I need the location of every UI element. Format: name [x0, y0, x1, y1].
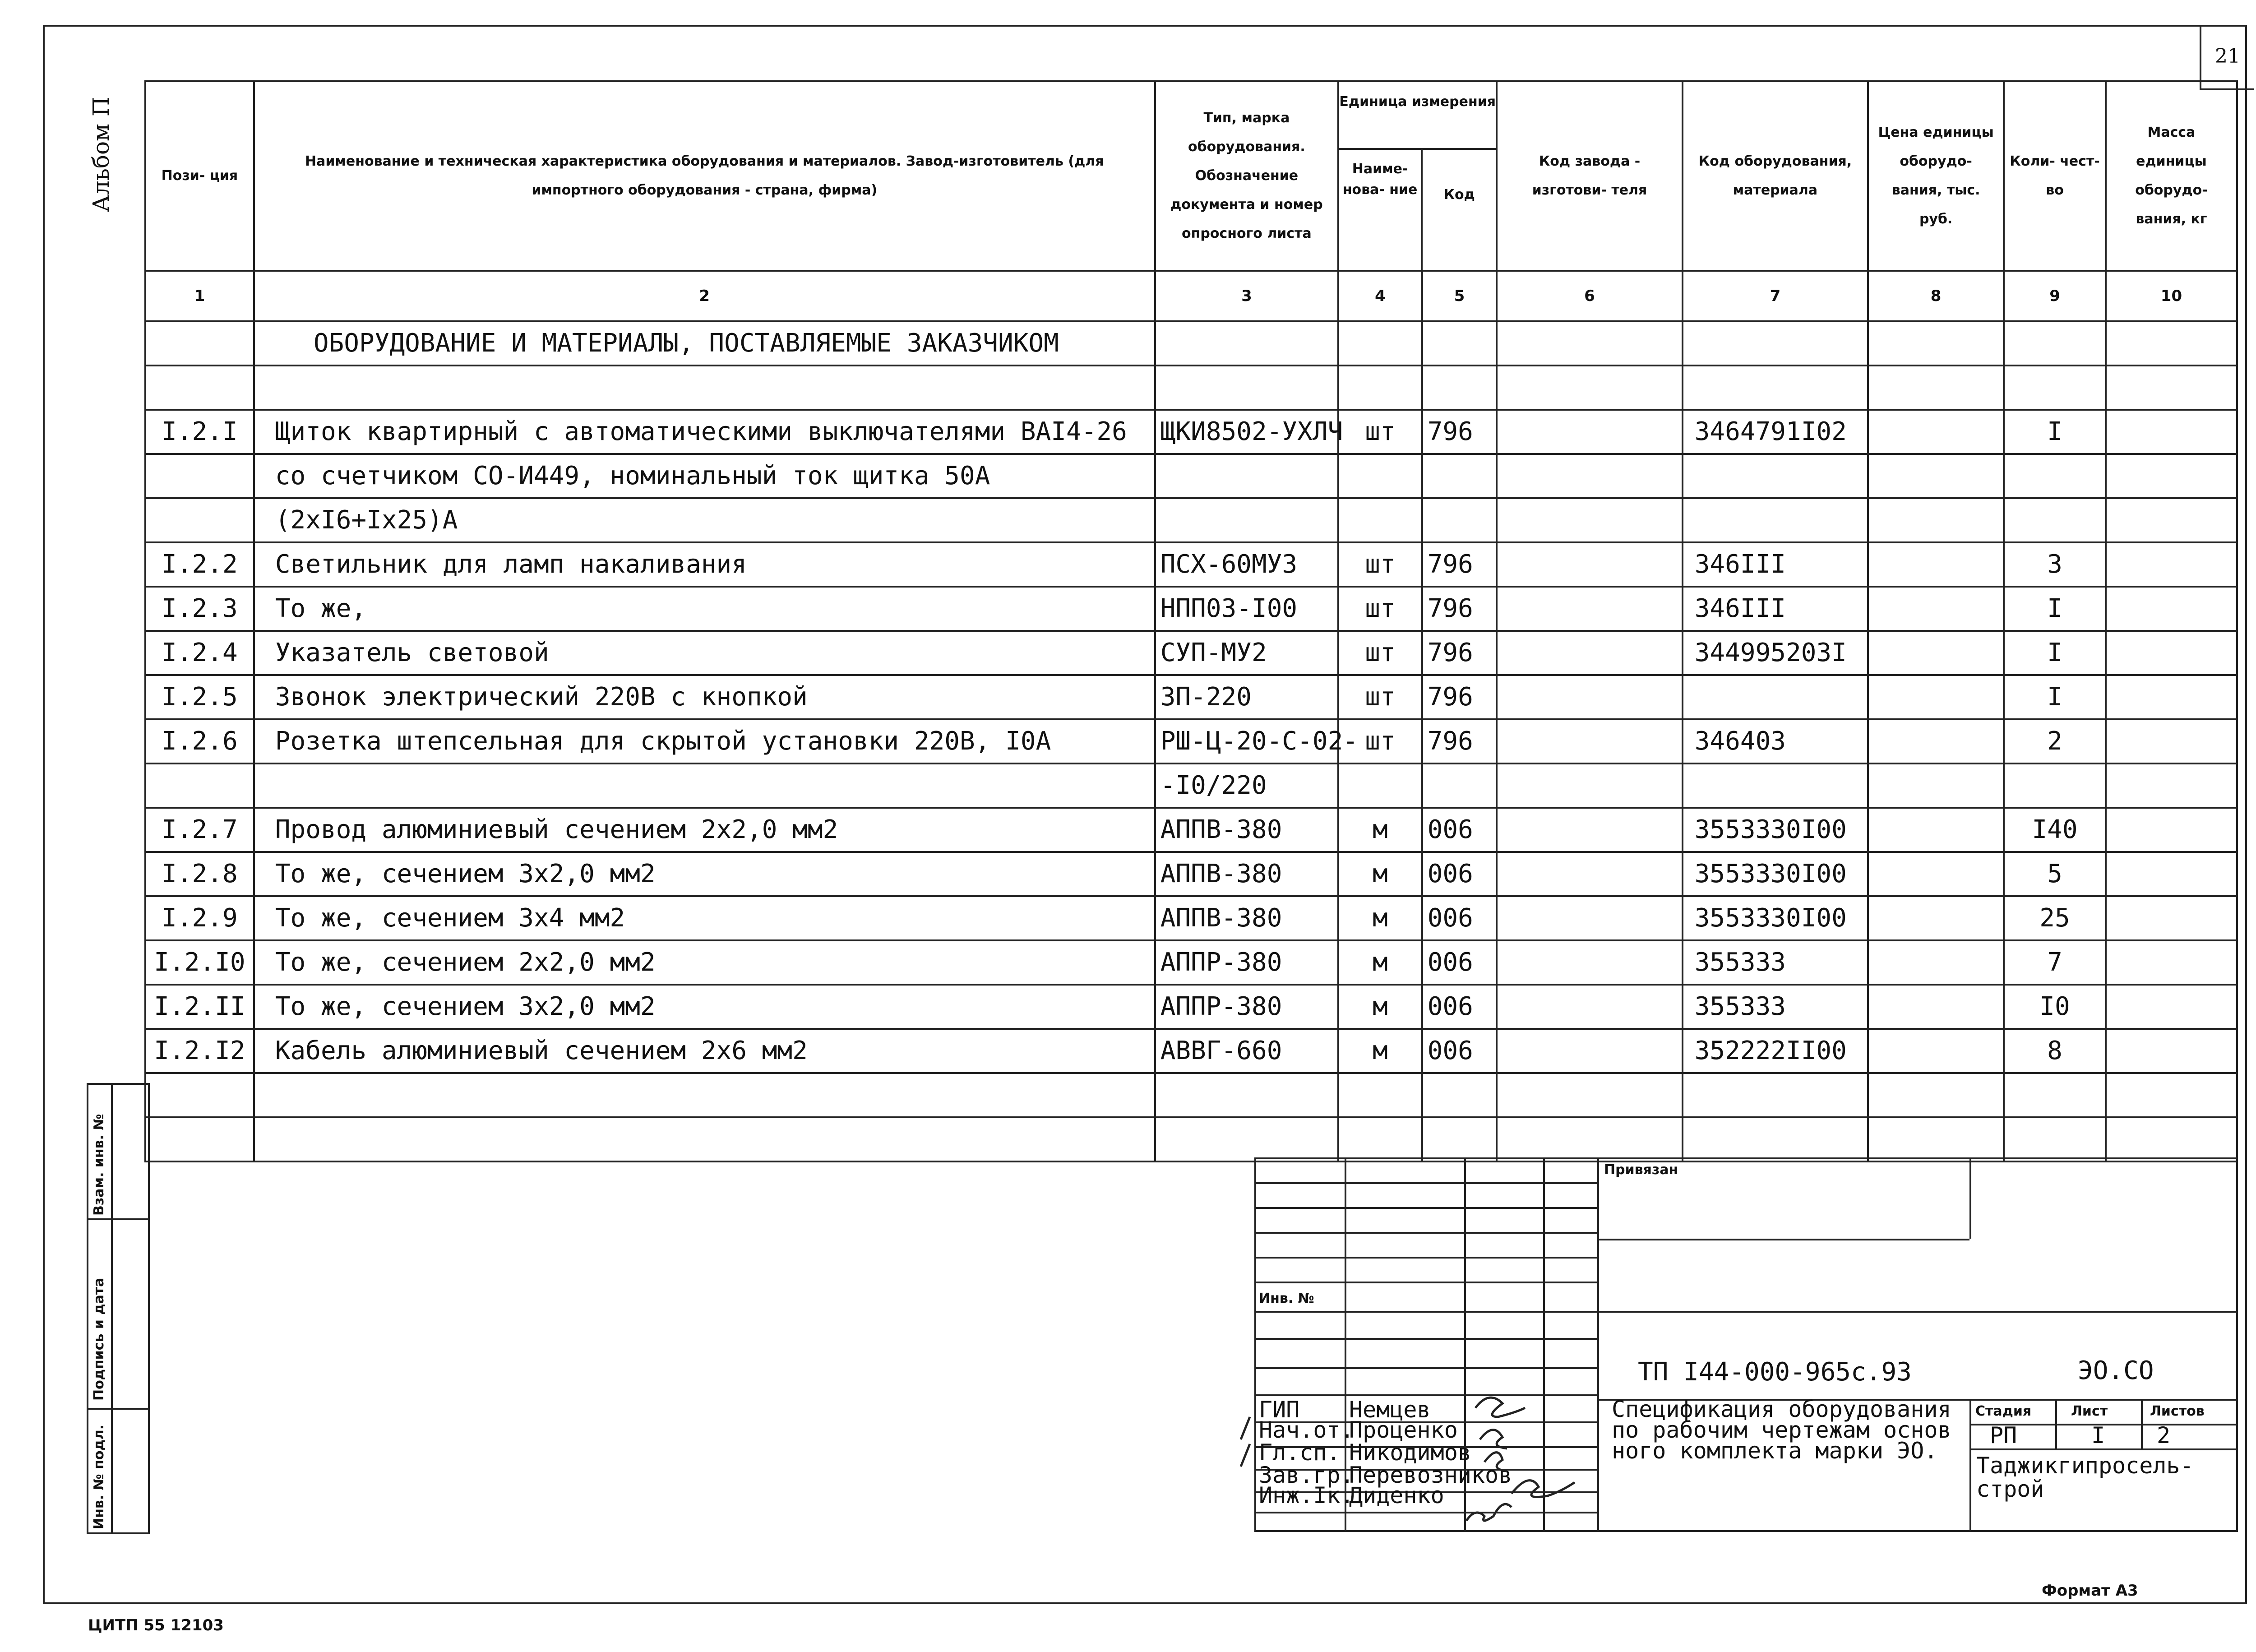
- cell-price: [1868, 542, 2004, 587]
- cell-price: [1868, 852, 2004, 896]
- cell-ucode: 796: [1422, 631, 1497, 675]
- section-title: ОБОРУДОВАНИЕ И МАТЕРИАЛЫ, ПОСТАВЛЯЕМЫЕ ЗАКАЗЧИКОМ: [254, 321, 1155, 366]
- cell-qty: I0: [2004, 985, 2106, 1029]
- organization-name: [1976, 1454, 2194, 1501]
- cell-type: АППВ-380: [1155, 852, 1338, 896]
- cell-mass: [2106, 719, 2237, 764]
- inv-no-label: Инв. №: [1259, 1291, 1314, 1306]
- cell-name: (2хI6+Iх25)А: [254, 498, 1155, 542]
- colnum: 3: [1155, 271, 1338, 321]
- cell-qty: I: [2004, 587, 2106, 631]
- signer-role: Нач.от.: [1259, 1417, 1354, 1443]
- header-quantity: Коли- чест- во: [2004, 81, 2106, 271]
- header-name: Наименование и техническая характеристика оборудования и материалов. Завод-изготовитель (для импортного оборудования - страна, фирма): [254, 81, 1155, 271]
- colnum: 8: [1868, 271, 2004, 321]
- table-row: [145, 896, 2237, 940]
- stage-value: РП: [1990, 1422, 2017, 1448]
- cell-ucode: [1422, 498, 1497, 542]
- cell-mass: [2106, 852, 2237, 896]
- cell-factory: [1497, 808, 1682, 852]
- header-position: Пози- ция: [145, 81, 254, 271]
- cell-pos: I.2.II: [145, 985, 254, 1029]
- cell-unit: м: [1338, 1029, 1422, 1073]
- cell-qty: [2004, 498, 2106, 542]
- cell-mass: [2106, 896, 2237, 940]
- header-type: Тип, марка оборудования. Обозначение документа и номер опросного листа: [1155, 81, 1338, 271]
- table-row: [145, 587, 2237, 631]
- signer-name: Немцев: [1349, 1397, 1431, 1423]
- footer-code: ЦИТП 55 12103: [88, 1616, 224, 1634]
- bracket-marks: [1232, 1412, 1259, 1471]
- cell-pos: I.2.3: [145, 587, 254, 631]
- description-line: ного комплекта марки ЭО.: [1612, 1438, 1938, 1464]
- cell-unit: м: [1338, 896, 1422, 940]
- cell-factory: [1497, 631, 1682, 675]
- cell-factory: [1497, 542, 1682, 587]
- cell-unit: [1338, 454, 1422, 498]
- cell-factory: [1497, 454, 1682, 498]
- cell-name: Светильник для ламп накаливания: [254, 542, 1155, 587]
- cell-qty: 2: [2004, 719, 2106, 764]
- cell-factory: [1497, 896, 1682, 940]
- cell-mass: [2106, 454, 2237, 498]
- header-unit-group: [1338, 81, 1497, 271]
- cell-name: Провод алюминиевый сечением 2х2,0 мм2: [254, 808, 1155, 852]
- table-row: [145, 719, 2237, 764]
- cell-name: То же, сечением 3х2,0 мм2: [254, 852, 1155, 896]
- cell-mass: [2106, 985, 2237, 1029]
- cell-type: АППР-380: [1155, 940, 1338, 985]
- cell-type: ПСХ-60МУЗ: [1155, 542, 1338, 587]
- cell-name: Звонок электрический 220В с кнопкой: [254, 675, 1155, 719]
- header-unit: Единица измерения: [1339, 82, 1496, 150]
- table-row: [145, 764, 2237, 808]
- org-line: Таджикгипросель-: [1976, 1453, 2194, 1479]
- signer-name: Никодимов: [1349, 1439, 1471, 1466]
- header-material-code: Код оборудования, материала: [1683, 81, 1868, 271]
- cell-name: [254, 764, 1155, 808]
- stage-label: Стадия: [1975, 1403, 2032, 1419]
- cell-pos: I.2.6: [145, 719, 254, 764]
- column-number-row: [145, 271, 2237, 321]
- cell-name: Розетка штепсельная для скрытой установки 220В, I0А: [254, 719, 1155, 764]
- cell-type: [1155, 454, 1338, 498]
- cell-price: [1868, 587, 2004, 631]
- colnum: 9: [2004, 271, 2106, 321]
- strip-label-inv: Инв. № подл.: [91, 1424, 107, 1529]
- cell-price: [1868, 940, 2004, 985]
- cell-ucode: 006: [1422, 896, 1497, 940]
- specification-table: [144, 80, 2238, 1162]
- cell-type: АППВ-380: [1155, 808, 1338, 852]
- table-row: [145, 940, 2237, 985]
- cell-pos: I.2.I2: [145, 1029, 254, 1073]
- cell-unit: шт: [1338, 631, 1422, 675]
- cell-price: [1868, 719, 2004, 764]
- cell-qty: [2004, 454, 2106, 498]
- cell-code: 344995203I: [1683, 631, 1868, 675]
- cell-unit: шт: [1338, 587, 1422, 631]
- signer-name: Диденко: [1349, 1482, 1444, 1509]
- colnum: 6: [1497, 271, 1682, 321]
- cell-type: -I0/220: [1155, 764, 1338, 808]
- signer-role: ГИП: [1259, 1397, 1300, 1423]
- format-label: Формат А3: [2042, 1582, 2138, 1600]
- signer-name: Проценко: [1349, 1417, 1458, 1443]
- description-line: по рабочим чертежам основ: [1612, 1417, 1951, 1443]
- cell-type: РШ-Ц-20-С-02-: [1155, 719, 1338, 764]
- cell-price: [1868, 454, 2004, 498]
- cell-factory: [1497, 985, 1682, 1029]
- cell-unit: шт: [1338, 410, 1422, 454]
- cell-ucode: 796: [1422, 542, 1497, 587]
- header-mass: Масса единицы оборудо- вания, кг: [2106, 81, 2237, 271]
- strip-label-replace: Взам. инв. №: [91, 1114, 107, 1216]
- cell-pos: I.2.8: [145, 852, 254, 896]
- org-line: строй: [1976, 1476, 2044, 1502]
- cell-ucode: 006: [1422, 940, 1497, 985]
- sheet-label: Лист: [2071, 1403, 2108, 1419]
- colnum: 5: [1422, 271, 1497, 321]
- cell-code: [1683, 675, 1868, 719]
- cell-factory: [1497, 587, 1682, 631]
- table-row: [145, 675, 2237, 719]
- sheet-value: I: [2091, 1422, 2105, 1448]
- cell-unit: м: [1338, 985, 1422, 1029]
- signer-role: Зав.гр.: [1259, 1462, 1354, 1488]
- cell-pos: [145, 454, 254, 498]
- cell-code: [1683, 498, 1868, 542]
- cell-unit: м: [1338, 808, 1422, 852]
- cell-name: То же, сечением 3х4 мм2: [254, 896, 1155, 940]
- cell-type: СУП-МУ2: [1155, 631, 1338, 675]
- cell-pos: I.2.4: [145, 631, 254, 675]
- table-row: [145, 410, 2237, 454]
- cell-code: 355333: [1683, 985, 1868, 1029]
- cell-name: То же, сечением 2х2,0 мм2: [254, 940, 1155, 985]
- cell-qty: [2004, 764, 2106, 808]
- colnum: 7: [1683, 271, 1868, 321]
- cell-factory: [1497, 764, 1682, 808]
- cell-code: [1683, 454, 1868, 498]
- cell-qty: 8: [2004, 1029, 2106, 1073]
- cell-ucode: 796: [1422, 719, 1497, 764]
- signature-marks: [1457, 1390, 1611, 1530]
- strip-label-sign: Подпись и дата: [91, 1277, 107, 1401]
- colnum: 1: [145, 271, 254, 321]
- cell-factory: [1497, 719, 1682, 764]
- cell-factory: [1497, 675, 1682, 719]
- cell-type: АВВГ-660: [1155, 1029, 1338, 1073]
- cell-factory: [1497, 410, 1682, 454]
- cell-unit: шт: [1338, 719, 1422, 764]
- cell-code: 3553330I00: [1683, 852, 1868, 896]
- colnum: 10: [2106, 271, 2237, 321]
- cell-unit: м: [1338, 852, 1422, 896]
- cell-name: То же,: [254, 587, 1155, 631]
- document-description: [1612, 1396, 1951, 1464]
- header-unit-name: Наиме- нова- ние: [1339, 150, 1423, 270]
- cell-qty: 7: [2004, 940, 2106, 985]
- cell-mass: [2106, 675, 2237, 719]
- colnum: 4: [1338, 271, 1422, 321]
- cell-mass: [2106, 940, 2237, 985]
- sheets-value: 2: [2157, 1422, 2171, 1448]
- header-unit-code: Код: [1443, 187, 1475, 203]
- cell-type: АППР-380: [1155, 985, 1338, 1029]
- table-row: [145, 852, 2237, 896]
- cell-type: [1155, 498, 1338, 542]
- cell-type: ЗП-220: [1155, 675, 1338, 719]
- cell-pos: I.2.I0: [145, 940, 254, 985]
- cell-name: То же, сечением 3х2,0 мм2: [254, 985, 1155, 1029]
- cell-name: со счетчиком СО-И449, номинальный ток щитка 50А: [254, 454, 1155, 498]
- cell-mass: [2106, 1029, 2237, 1073]
- cell-code: 352222II00: [1683, 1029, 1868, 1073]
- header-factory-code: Код завода - изготови- теля: [1497, 81, 1682, 271]
- cell-type: НПП03-I00: [1155, 587, 1338, 631]
- cell-mass: [2106, 498, 2237, 542]
- cell-qty: I: [2004, 675, 2106, 719]
- sheet-number: 21: [2200, 25, 2254, 90]
- cell-price: [1868, 808, 2004, 852]
- description-line: Спецификация оборудования: [1612, 1396, 1951, 1422]
- cell-factory: [1497, 1029, 1682, 1073]
- cell-qty: 25: [2004, 896, 2106, 940]
- cell-ucode: 796: [1422, 410, 1497, 454]
- cell-mass: [2106, 808, 2237, 852]
- cell-factory: [1497, 940, 1682, 985]
- cell-factory: [1497, 852, 1682, 896]
- cell-type: АППВ-380: [1155, 896, 1338, 940]
- album-label: Альбом П: [88, 97, 114, 212]
- cell-pos: [145, 498, 254, 542]
- cell-code: 3553330I00: [1683, 808, 1868, 852]
- cell-price: [1868, 896, 2004, 940]
- cell-price: [1868, 1029, 2004, 1073]
- cell-ucode: [1422, 454, 1497, 498]
- cell-pos: [145, 764, 254, 808]
- cell-unit: [1338, 764, 1422, 808]
- cell-ucode: 006: [1422, 985, 1497, 1029]
- cell-mass: [2106, 631, 2237, 675]
- cell-pos: I.2.2: [145, 542, 254, 587]
- cell-mass: [2106, 587, 2237, 631]
- table-row: [145, 542, 2237, 587]
- document-designation: ТП I44-000-965с.93: [1638, 1357, 1912, 1387]
- cell-code: 355333: [1683, 940, 1868, 985]
- cell-price: [1868, 675, 2004, 719]
- cell-mass: [2106, 764, 2237, 808]
- cell-code: 346403: [1683, 719, 1868, 764]
- cell-ucode: [1422, 764, 1497, 808]
- colnum: 2: [254, 271, 1155, 321]
- cell-ucode: 006: [1422, 1029, 1497, 1073]
- cell-unit: шт: [1338, 542, 1422, 587]
- cell-price: [1868, 410, 2004, 454]
- cell-ucode: 796: [1422, 587, 1497, 631]
- cell-pos: I.2.5: [145, 675, 254, 719]
- table-row: [145, 808, 2237, 852]
- cell-qty: I40: [2004, 808, 2106, 852]
- cell-price: [1868, 631, 2004, 675]
- cell-price: [1868, 764, 2004, 808]
- cell-code: 3464791I02: [1683, 410, 1868, 454]
- table-row: [145, 985, 2237, 1029]
- signer-role: Гл.сп.: [1259, 1439, 1341, 1466]
- cell-unit: м: [1338, 940, 1422, 985]
- sheets-label: Листов: [2150, 1403, 2205, 1419]
- cell-mass: [2106, 410, 2237, 454]
- cell-name: Щиток квартирный с автоматическими выключателями ВАI4-26: [254, 410, 1155, 454]
- cell-qty: 5: [2004, 852, 2106, 896]
- section-row: [145, 321, 2237, 366]
- cell-type: ЩКИ8502-УХЛЧ: [1155, 410, 1338, 454]
- table-header-row: [145, 81, 2237, 271]
- cell-factory: [1497, 498, 1682, 542]
- cell-pos: I.2.I: [145, 410, 254, 454]
- cell-ucode: 006: [1422, 808, 1497, 852]
- cell-code: 3553330I00: [1683, 896, 1868, 940]
- cell-qty: 3: [2004, 542, 2106, 587]
- table-row: [145, 631, 2237, 675]
- cell-name: Указатель световой: [254, 631, 1155, 675]
- left-stamp-strip: [87, 1083, 150, 1534]
- cell-price: [1868, 498, 2004, 542]
- cell-ucode: 006: [1422, 852, 1497, 896]
- cell-qty: I: [2004, 631, 2106, 675]
- privyazan-label: Привязан: [1604, 1162, 1678, 1178]
- cell-mass: [2106, 542, 2237, 587]
- cell-code: 346III: [1683, 542, 1868, 587]
- signer-role: Инж.Iк.: [1259, 1482, 1354, 1509]
- table-row: [145, 1029, 2237, 1073]
- cell-name: Кабель алюминиевый сечением 2х6 мм2: [254, 1029, 1155, 1073]
- cell-unit: шт: [1338, 675, 1422, 719]
- cell-pos: I.2.7: [145, 808, 254, 852]
- table-row: [145, 454, 2237, 498]
- cell-code: 346III: [1683, 587, 1868, 631]
- cell-unit: [1338, 498, 1422, 542]
- cell-price: [1868, 985, 2004, 1029]
- cell-code: [1683, 764, 1868, 808]
- cell-ucode: 796: [1422, 675, 1497, 719]
- document-mark: ЭО.СО: [2078, 1356, 2154, 1385]
- header-price: Цена единицы оборудо- вания, тыс. руб.: [1868, 81, 2004, 271]
- cell-qty: I: [2004, 410, 2106, 454]
- cell-pos: I.2.9: [145, 896, 254, 940]
- table-row: [145, 498, 2237, 542]
- signer-name: Перевозников: [1349, 1462, 1512, 1488]
